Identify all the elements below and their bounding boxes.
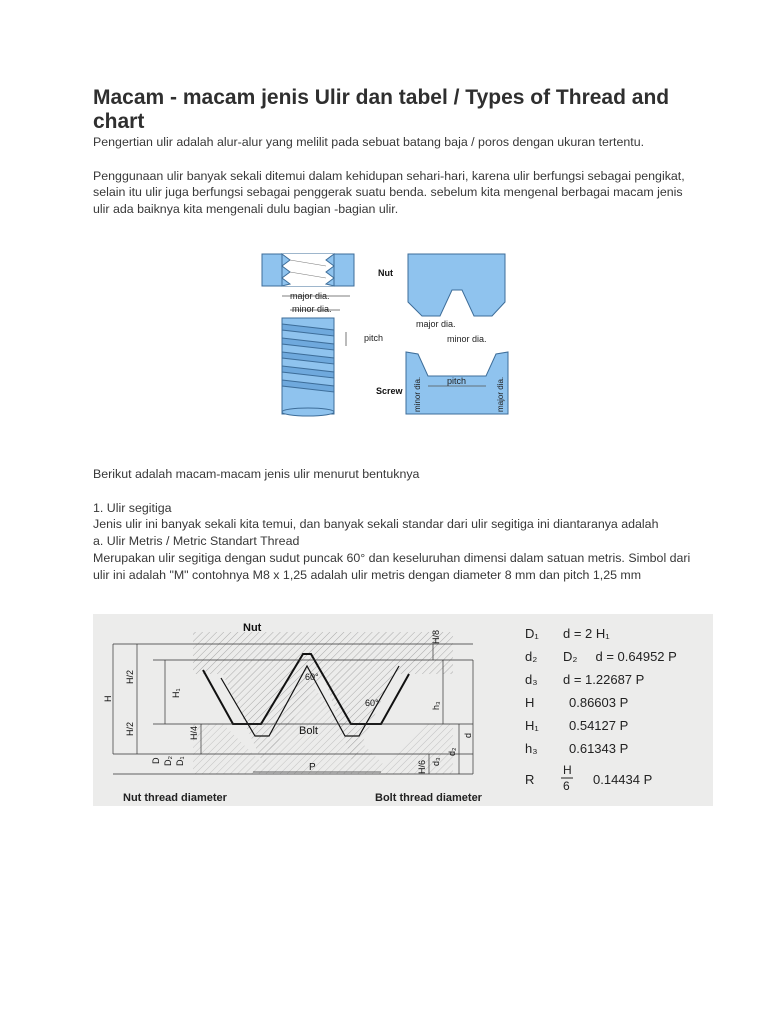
fig1-side-minor-label: minor dia. [413,376,422,412]
formula-sym: h₃ [525,741,538,756]
fig2-D1-label: D₁ [175,756,185,766]
section1a-text: Merupakan ulir segitiga dengan sudut puncak 60° dan keseluruhan dimensi dalam satuan metris. Simbol dari ulir ini adalah "M" contohnya M8 x 1,25 adalah ulir metris dengan diameter 8 mm dan pitch 1,25 mm [93,550,691,582]
fig2-D-label: D [151,757,161,764]
fig2-H1-label: H₁ [171,688,181,698]
section1a-title: a. Ulir Metris / Metric Standart Thread [93,534,300,549]
fig2-angle1-label: 60° [305,672,319,682]
fig2-bolt-label: Bolt [299,725,318,737]
section1-text: Jenis ulir ini banyak sekali kita temui, dan banyak sekali standar dari ulir segitiga ini diantaranya adalah [93,517,659,532]
fig2-bolt-caption: Bolt thread diameter [375,792,482,804]
usage-paragraph: Penggunaan ulir banyak sekali ditemui dalam kehidupan sehari-hari, karena ulir berfungsi sebagai pengikat, selain itu ulir juga berfungsi sebagai penggerak suatu benda. sebelum kita mengenal berbagai macam jenis ulir ada baiknya kita mengenali dulu bagian -bagian ulir. [93,168,685,217]
formula-sym: H₁ [525,718,539,733]
formula-sym: D₁ [525,626,539,641]
fig2-d2-label: d₂ [447,747,457,756]
fig1-right-pitch-label: pitch [447,376,467,386]
fig1-pitch-label: pitch [364,333,384,343]
fig1-side-major-label: major dia. [496,376,505,412]
fig2-H-label: H [103,695,113,702]
fig2-H8-label: H/8 [431,629,441,644]
fig2-d-label: d [463,732,473,738]
formula-frac-num: H [563,763,572,777]
formula-sym: R [525,772,535,787]
fig2-H2b-label: H/2 [125,721,135,736]
article-title: Macam - macam jenis Ulir dan tabel / Types of Thread and chart [93,86,670,133]
types-section [93,466,693,584]
formula-expr: 0.54127 P [569,718,629,733]
fig2-pitch-label: P [309,762,316,773]
fig2-H4-label: H/4 [189,725,199,740]
fig1-right-minor-label: minor dia. [447,334,487,344]
fig2-angle2-label: 60° [365,698,379,708]
intro-paragraph: Pengertian ulir adalah alur-alur yang melilit pada sebuat batang baja / poros dengan ukuran tertentu. [93,135,645,149]
fig2-D2-label: D₂ [163,756,173,766]
formula-sym: d₃ [525,672,538,687]
metric-thread-figure [93,614,713,806]
fig1-nut-label: Nut [378,268,393,278]
formula-sym: H [525,695,535,710]
formula-expr: D₂ d = 0.64952 P [563,649,677,664]
formula-expr: 0.61343 P [569,741,629,756]
fig2-nut-caption: Nut thread diameter [123,792,227,804]
fig2-h3-label: h₃ [431,701,441,710]
fig2-H6-label: H/6 [417,759,427,774]
formula-frac-den: 6 [563,779,570,793]
formula-expr: 0.14434 P [593,772,653,787]
fig1-minor-label: minor dia. [292,304,332,314]
fig2-d3-label: d₃ [431,757,441,766]
formula-expr: 0.86603 P [569,695,629,710]
fig1-major-label: major dia. [290,291,330,301]
fig1-screw-label: Screw [376,386,403,396]
formula-expr: d = 2 H₁ [563,626,610,641]
thread-anatomy-figure [260,244,530,424]
fig1-right-major-label: major dia. [416,319,456,329]
formula-expr: d = 1.22687 P [563,672,645,687]
fig2-H2a-label: H/2 [125,669,135,684]
section1-title: 1. Ulir segitiga [93,500,172,515]
fig2-nut-label: Nut [243,622,262,634]
formula-sym: d₂ [525,649,538,664]
types-intro: Berikut adalah macam-macam jenis ulir menurut bentuknya [93,467,420,481]
article [93,86,693,218]
